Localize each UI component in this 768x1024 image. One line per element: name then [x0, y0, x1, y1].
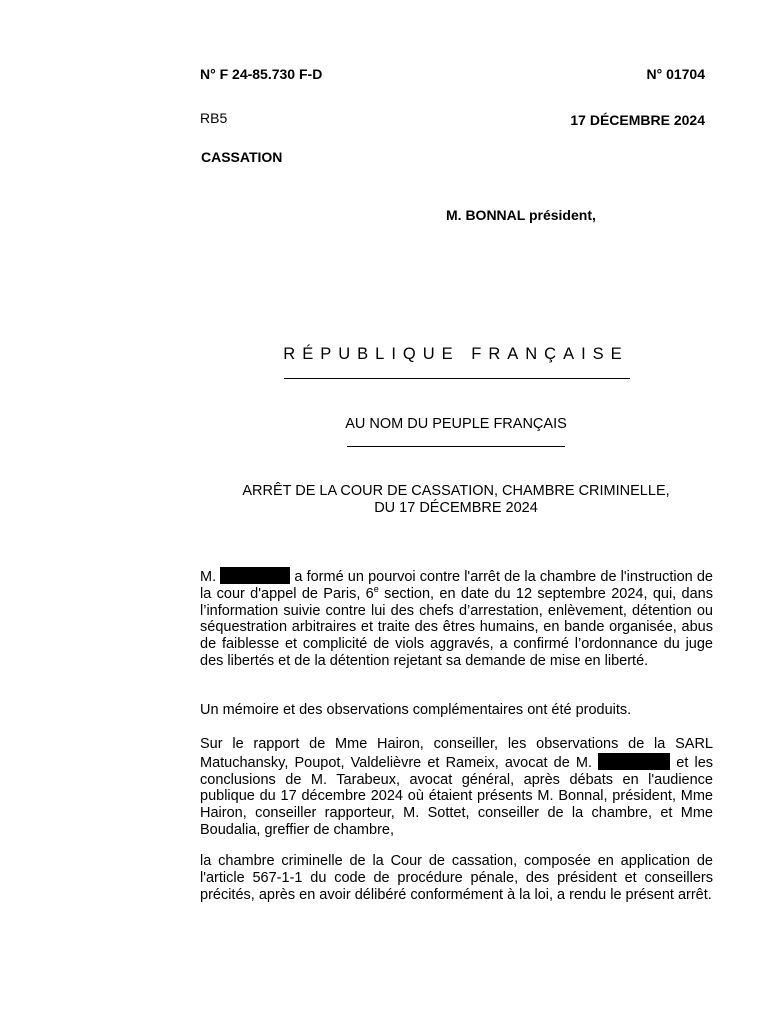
redaction-block — [598, 753, 670, 770]
decision-number: N° 01704 — [646, 66, 705, 82]
redaction-block — [220, 567, 290, 584]
paragraph-chamber: la chambre criminelle de la Cour de cassation, composée en application de l'article 567-1-1 du code de procédure pénale, des président et conseillers précités, après en avoir délibéré conformément à la loi, a rendu le présent arrêt. — [200, 853, 713, 903]
paragraph-report — [200, 736, 713, 839]
text: et les conclusions de M. Tarabeux, avocat général, après débats en l'audience publique du 17 décembre 2024 où étaient présents M. Bonnal, président, Mme Hairon, conseiller rapporteur, M. Sottet, conseiller de la chambre, et Mme Boudalia, greffier de chambre, — [200, 754, 714, 838]
decision-title-line1: ARRÊT DE LA COUR DE CASSATION, CHAMBRE CRIMINELLE, — [242, 483, 670, 499]
paragraph-appeal — [200, 567, 713, 670]
decision-title-line2: DU 17 DÉCEMBRE 2024 — [374, 500, 538, 516]
decision-date: 17 DÉCEMBRE 2024 — [570, 112, 705, 128]
president-name: M. BONNAL président, — [446, 207, 596, 223]
divider — [284, 378, 630, 379]
outcome-label: CASSATION — [201, 149, 283, 165]
superscript: e — [373, 583, 379, 594]
in-name-heading: AU NOM DU PEUPLE FRANÇAIS — [345, 416, 567, 432]
text: section, en date du 12 septembre 2024, qui, dans l’information suivie contre lui des chefs d’arrestation, enlèvement, détention ou séquestration arbitraires et traite des êtres humains, en bande organisée, abus de faiblesse et complicité de viols aggravés, a confirmé l’ordonnance du juge des libertés et de la détention rejetant sa demande de mise en liberté. — [200, 585, 713, 669]
chamber-code: RB5 — [200, 110, 228, 126]
republic-title: RÉPUBLIQUE FRANÇAISE — [283, 345, 629, 363]
case-number: N° F 24-85.730 F-D — [200, 66, 323, 82]
text: a formé un pourvoi contre l'arrêt de la chambre de l'instruction de la cour d'appel de Paris, 6 — [200, 569, 713, 602]
paragraph-briefs: Un mémoire et des observations complémentaires ont été produits. — [200, 702, 632, 718]
text: M. — [200, 569, 221, 585]
text: Sur le rapport de Mme Hairon, conseiller, les observations de la SARL Matuchansky, Poupot, Valdelièvre et Rameix, avocat de M. — [200, 736, 713, 771]
divider — [347, 446, 565, 447]
